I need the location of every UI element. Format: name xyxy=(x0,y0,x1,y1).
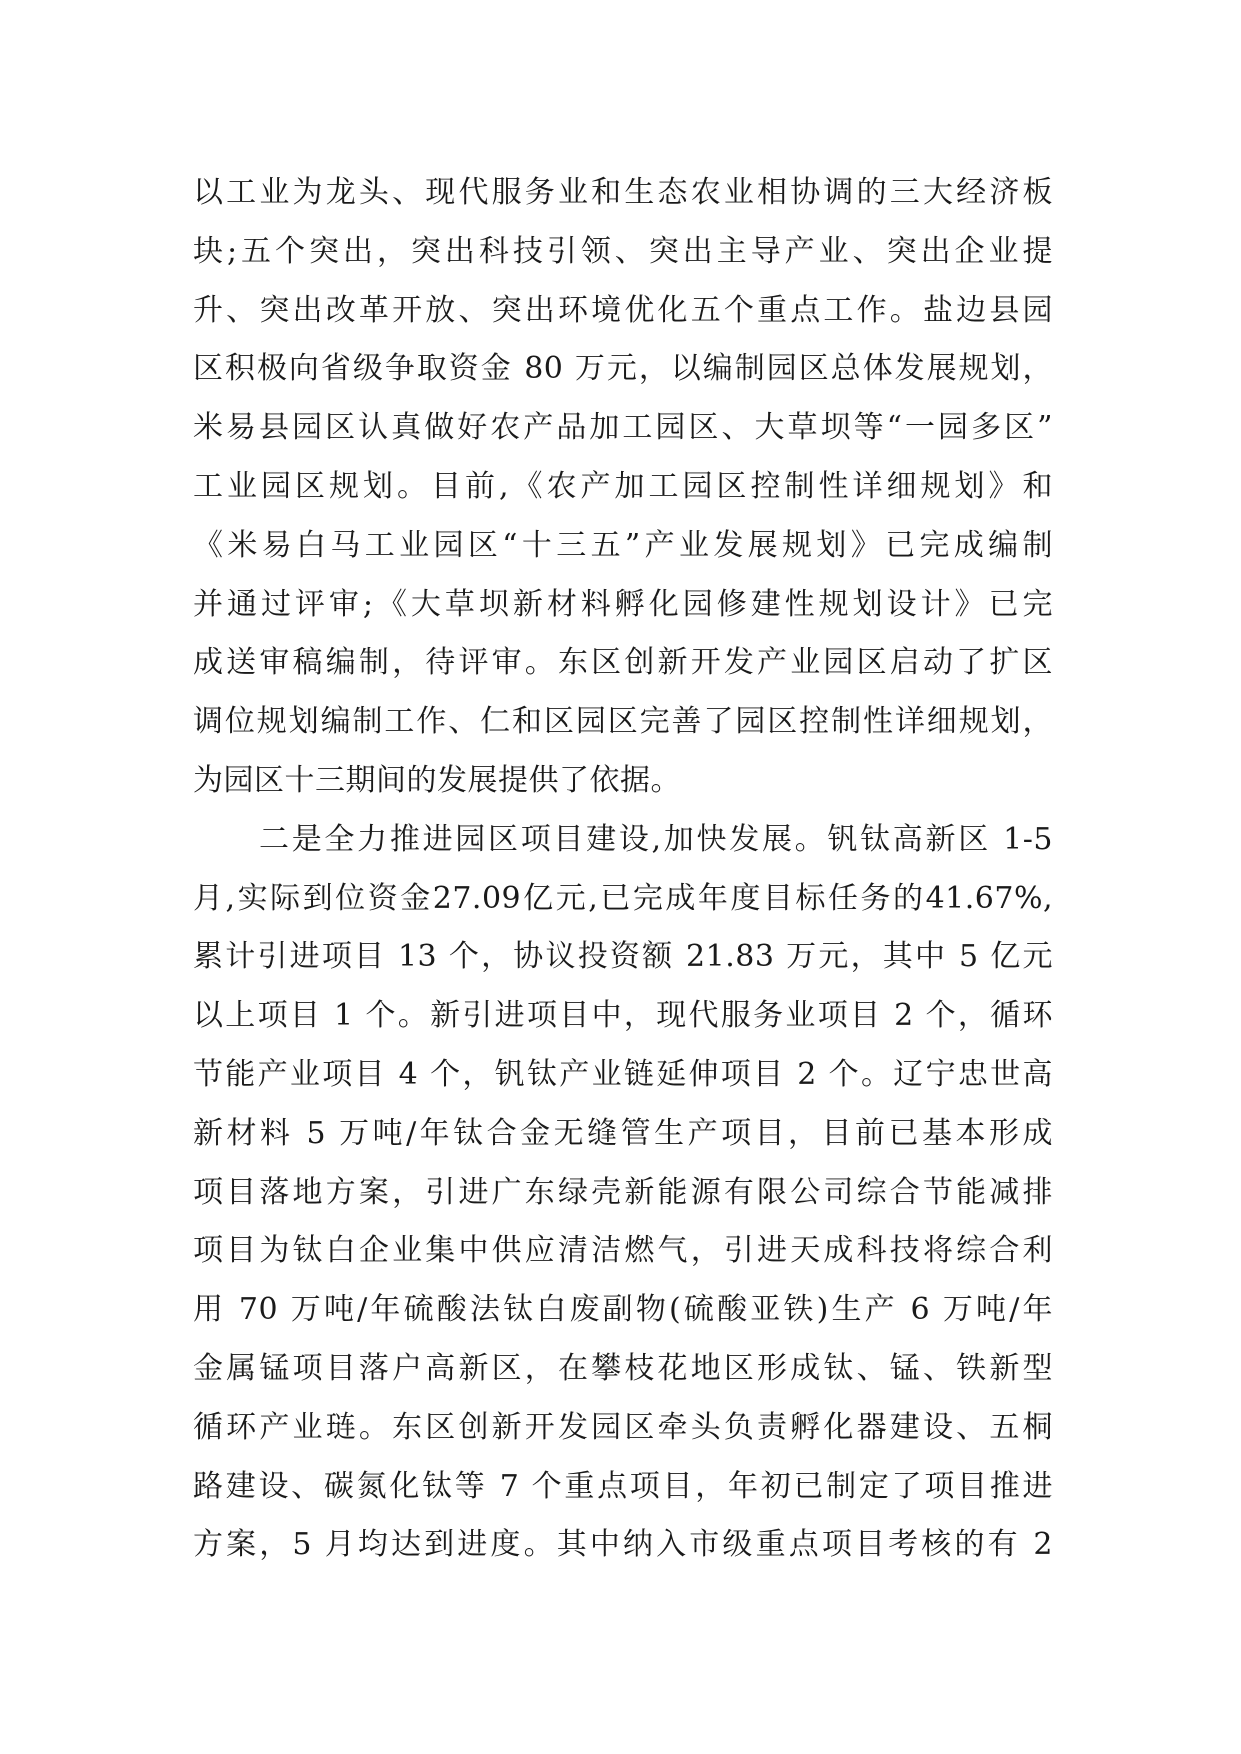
text-line: 节能产业项目 4 个，钒钛产业链延伸项目 2 个。辽宁忠世高 xyxy=(193,1056,1053,1092)
text-line: 新材料 5 万吨/年钛合金无缝管生产项目，目前已基本形成 xyxy=(193,1115,1053,1151)
text-line: 《米易白马工业园区“十三五”产业发展规划》已完成编制 xyxy=(193,527,1053,563)
text-line: 方案，5 月均达到进度。其中纳入市级重点项目考核的有 2 xyxy=(193,1527,1053,1563)
text-line: 金属锰项目落户高新区，在攀枝花地区形成钛、锰、铁新型 xyxy=(193,1350,1053,1386)
text-line: 用 70 万吨/年硫酸法钛白废副物(硫酸亚铁)生产 6 万吨/年 xyxy=(193,1292,1053,1328)
text-line: 循环产业琏。东区创新开发园区牵头负责孵化器建设、五桐 xyxy=(193,1409,1053,1445)
text-line: 成送审稿编制，待评审。东区创新开发产业园区启动了扩区 xyxy=(193,645,1053,681)
text-line: 项目落地方案，引进广东绿壳新能源有限公司综合节能减排 xyxy=(193,1174,1053,1210)
text-line: 为园区十三期间的发展提供了依据。 xyxy=(193,762,681,798)
text-line: 以上项目 1 个。新引进项目中，现代服务业项目 2 个，循环 xyxy=(193,998,1053,1034)
text-line: 工业园区规划。目前,《农产加工园区控制性详细规划》和 xyxy=(193,468,1053,504)
text-line: 调位规划编制工作、仁和区园区完善了园区控制性详细规划， xyxy=(193,704,1053,740)
text-line: 项目为钛白企业集中供应清洁燃气，引进天成科技将综合利 xyxy=(193,1233,1053,1269)
text-line: 升、突出改革开放、突出环境优化五个重点工作。盐边县园 xyxy=(193,292,1053,328)
text-line: 米易县园区认真做好农产品加工园区、大草坝等“一园多区” xyxy=(193,410,1053,446)
text-line: 块;五个突出，突出科技引领、突出主导产业、突出企业提 xyxy=(193,233,1053,269)
text-line: 并通过评审;《大草坝新材料孵化园修建性规划设计》已完 xyxy=(193,586,1053,622)
paragraph-start-line: 二是全力推进园区项目建设,加快发展。钒钛高新区 1-5 xyxy=(259,821,1053,857)
text-line: 月,实际到位资金27.09亿元,已完成年度目标任务的41.67%, xyxy=(193,880,1053,916)
text-line: 路建设、碳氮化钛等 7 个重点项目，年初已制定了项目推进 xyxy=(193,1468,1053,1504)
text-line: 累计引进项目 13 个，协议投资额 21.83 万元，其中 5 亿元 xyxy=(193,939,1053,975)
text-line: 以工业为龙头、现代服务业和生态农业相协调的三大经济板 xyxy=(193,175,1053,210)
text-line: 区积极向省级争取资金 80 万元，以编制园区总体发展规划， xyxy=(193,351,1053,387)
body-text xyxy=(193,164,1053,1575)
